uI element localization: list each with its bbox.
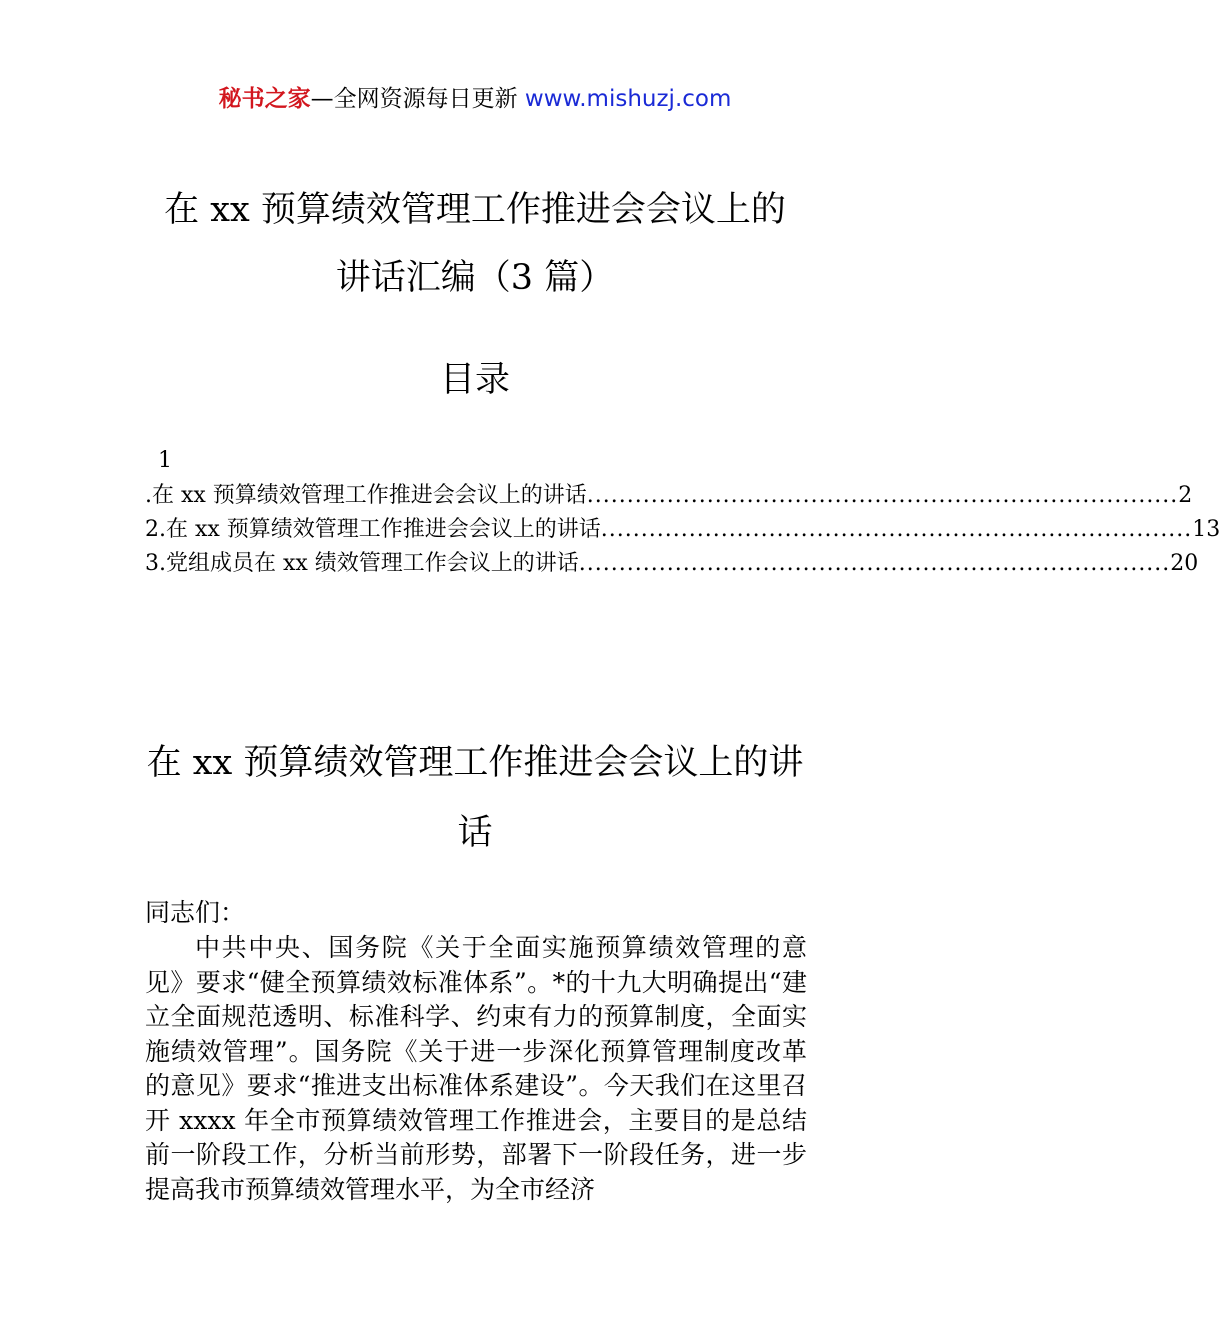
header-tagline: —全网资源每日更新: [310, 86, 518, 112]
section-title-line-2: 话: [457, 813, 493, 853]
salutation: 同志们：: [145, 898, 246, 927]
section-title-line-1: 在 xx 预算绩效管理工作推进会会议上的讲: [146, 743, 804, 783]
toc-entry-2[interactable]: [145, 515, 1220, 545]
document-title-line-1: 在 xx 预算绩效管理工作推进会会议上的: [164, 190, 786, 230]
brand-name: 秘书之家: [218, 86, 311, 112]
toc-entry-text: 3.党组成员在 xx 绩效管理工作会议上的讲话: [145, 551, 579, 576]
site-header: [0, 80, 950, 113]
body-paragraph: 中共中央、国务院《关于全面实施预算绩效管理的意见》要求“健全预算绩效标准体系”。*的十九大明确提出“建立全面规范透明、标准科学、约束有力的预算制度，全面实施绩效管理”。国务院《关于进一步深化预算管理制度改革的意见》要求“推进支出标准体系建设”。今天我们在这里召开 xxxx 年全市预算绩效管理工作推进会，主要目的是总结前一阶段工作，分析当前形势，部署下一阶段任务，进一步提高我市预算绩效管理水平，为全市经济: [145, 933, 807, 1204]
toc-entry-3[interactable]: [145, 549, 1199, 579]
toc-entry-page: 20: [1170, 551, 1199, 576]
toc-leader-dots: ..........................................................................: [578, 551, 1171, 576]
toc-entry-page: 2: [1178, 483, 1193, 508]
toc-leader-dots: ..........................................................................: [586, 483, 1179, 508]
toc-heading: 目录: [439, 360, 510, 400]
toc-entry-page: 13: [1192, 517, 1220, 542]
site-url-link[interactable]: www.mishuzj.com: [524, 86, 732, 112]
toc-entry-text: 2.在 xx 预算绩效管理工作推进会会议上的讲话: [145, 517, 601, 542]
document-title-line-2: 讲话汇编（3 篇）: [335, 258, 615, 298]
toc-entry-1[interactable]: [145, 481, 1193, 511]
toc-entry-text: .在 xx 预算绩效管理工作推进会会议上的讲话: [145, 483, 587, 508]
toc-leader-dots: ..........................................................................: [600, 517, 1193, 542]
toc-first-number: 1: [158, 448, 172, 473]
